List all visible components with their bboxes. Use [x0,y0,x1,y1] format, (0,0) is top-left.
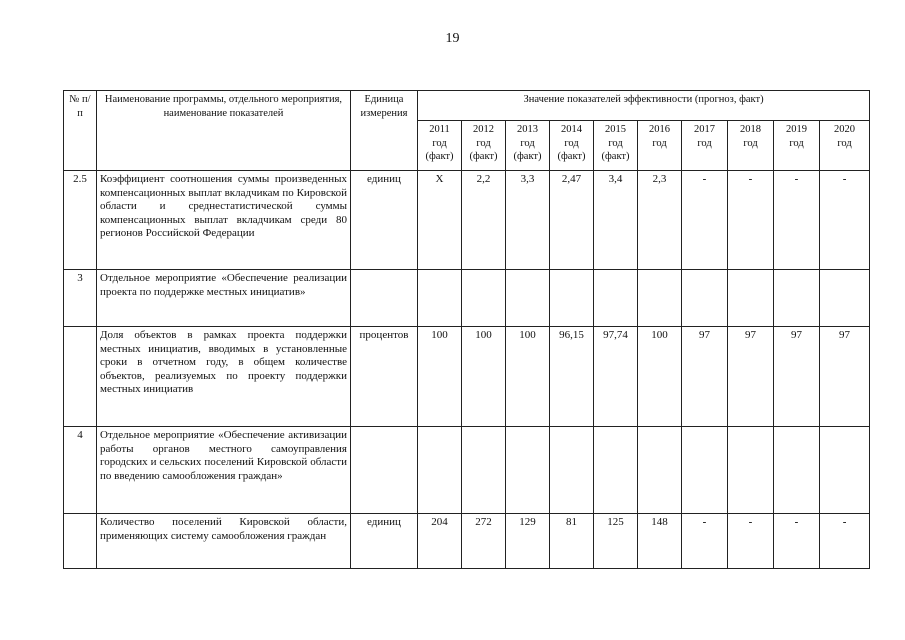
table-row [64,171,870,270]
page-number: 19 [445,31,460,46]
row-value: 272 [462,514,506,569]
year-header: 2011 год (факт) [418,121,462,171]
year-header: 2019 год [774,121,820,171]
header-name: Наименование программы, отдельного мероприятия, наименование показателей [97,91,351,171]
row-name: Коэффициент соотношения суммы произведенных компенсационных выплат вкладчикам по Кировской области и среднестатистической суммы компенсационных выплат вкладчикам среди 80 регионов Российской Федерации [97,171,351,270]
row-value: 97 [820,327,870,427]
row-value: - [728,514,774,569]
table-row [64,327,870,427]
row-value [728,270,774,327]
row-value [550,270,594,327]
row-value [462,270,506,327]
row-name: Количество поселений Кировской области, применяющих систему самообложения граждан [97,514,351,569]
row-value: 2,47 [550,171,594,270]
row-unit [351,270,418,327]
row-value: - [820,514,870,569]
header-unit: Единица измерения [351,91,418,171]
row-value [682,270,728,327]
row-value: - [774,171,820,270]
row-value: 97 [682,327,728,427]
row-value: - [820,171,870,270]
row-value: 97 [774,327,820,427]
year-header: 2020 год [820,121,870,171]
row-value: - [682,514,728,569]
row-value: 97,74 [594,327,638,427]
year-header: 2015 год (факт) [594,121,638,171]
row-value: 3,4 [594,171,638,270]
row-value: 97 [728,327,774,427]
row-value [550,427,594,514]
header-values: Значение показателей эффективности (прогноз, факт) [418,91,870,121]
row-value [418,270,462,327]
year-header: 2017 год [682,121,728,171]
row-value: - [682,171,728,270]
row-value [462,427,506,514]
row-value: 148 [638,514,682,569]
row-value: 204 [418,514,462,569]
row-unit: единиц [351,171,418,270]
row-value: 100 [638,327,682,427]
table-row [64,514,870,569]
header-row-1 [64,91,870,121]
row-value: 100 [506,327,550,427]
row-value: 3,3 [506,171,550,270]
row-value [506,270,550,327]
row-name: Доля объектов в рамках проекта поддержки местных инициатив, вводимых в установленные сроки в отчетном году, в общем количестве объектов, реализуемых по проекту поддержки местных инициатив [97,327,351,427]
year-header: 2013 год (факт) [506,121,550,171]
row-number [64,327,97,427]
row-value [820,427,870,514]
row-value [774,427,820,514]
year-header: 2012 год (факт) [462,121,506,171]
row-value: 125 [594,514,638,569]
row-value [418,427,462,514]
row-value [638,427,682,514]
row-unit: единиц [351,514,418,569]
row-value [594,270,638,327]
table-row [64,427,870,514]
row-value: 100 [418,327,462,427]
row-value: 100 [462,327,506,427]
row-value [728,427,774,514]
row-number: 2.5 [64,171,97,270]
indicators-table [63,90,870,569]
year-header: 2018 год [728,121,774,171]
row-name: Отдельное мероприятие «Обеспечение реализации проекта по поддержке местных инициатив» [97,270,351,327]
table-row [64,270,870,327]
header-num: № п/п [64,91,97,171]
row-unit: процентов [351,327,418,427]
row-value: X [418,171,462,270]
row-value: 81 [550,514,594,569]
row-value [682,427,728,514]
row-value: 2,2 [462,171,506,270]
row-value [774,270,820,327]
row-value [594,427,638,514]
row-value: 2,3 [638,171,682,270]
year-header: 2014 год (факт) [550,121,594,171]
row-name: Отдельное мероприятие «Обеспечение активизации работы органов местного самоуправления городских и сельских поселений Кировской области по введению самообложения граждан» [97,427,351,514]
row-value [638,270,682,327]
row-number: 3 [64,270,97,327]
row-number: 4 [64,427,97,514]
row-value [506,427,550,514]
row-value: 96,15 [550,327,594,427]
row-number [64,514,97,569]
row-value: - [728,171,774,270]
year-header: 2016 год [638,121,682,171]
row-unit [351,427,418,514]
row-value [820,270,870,327]
row-value: - [774,514,820,569]
row-value: 129 [506,514,550,569]
